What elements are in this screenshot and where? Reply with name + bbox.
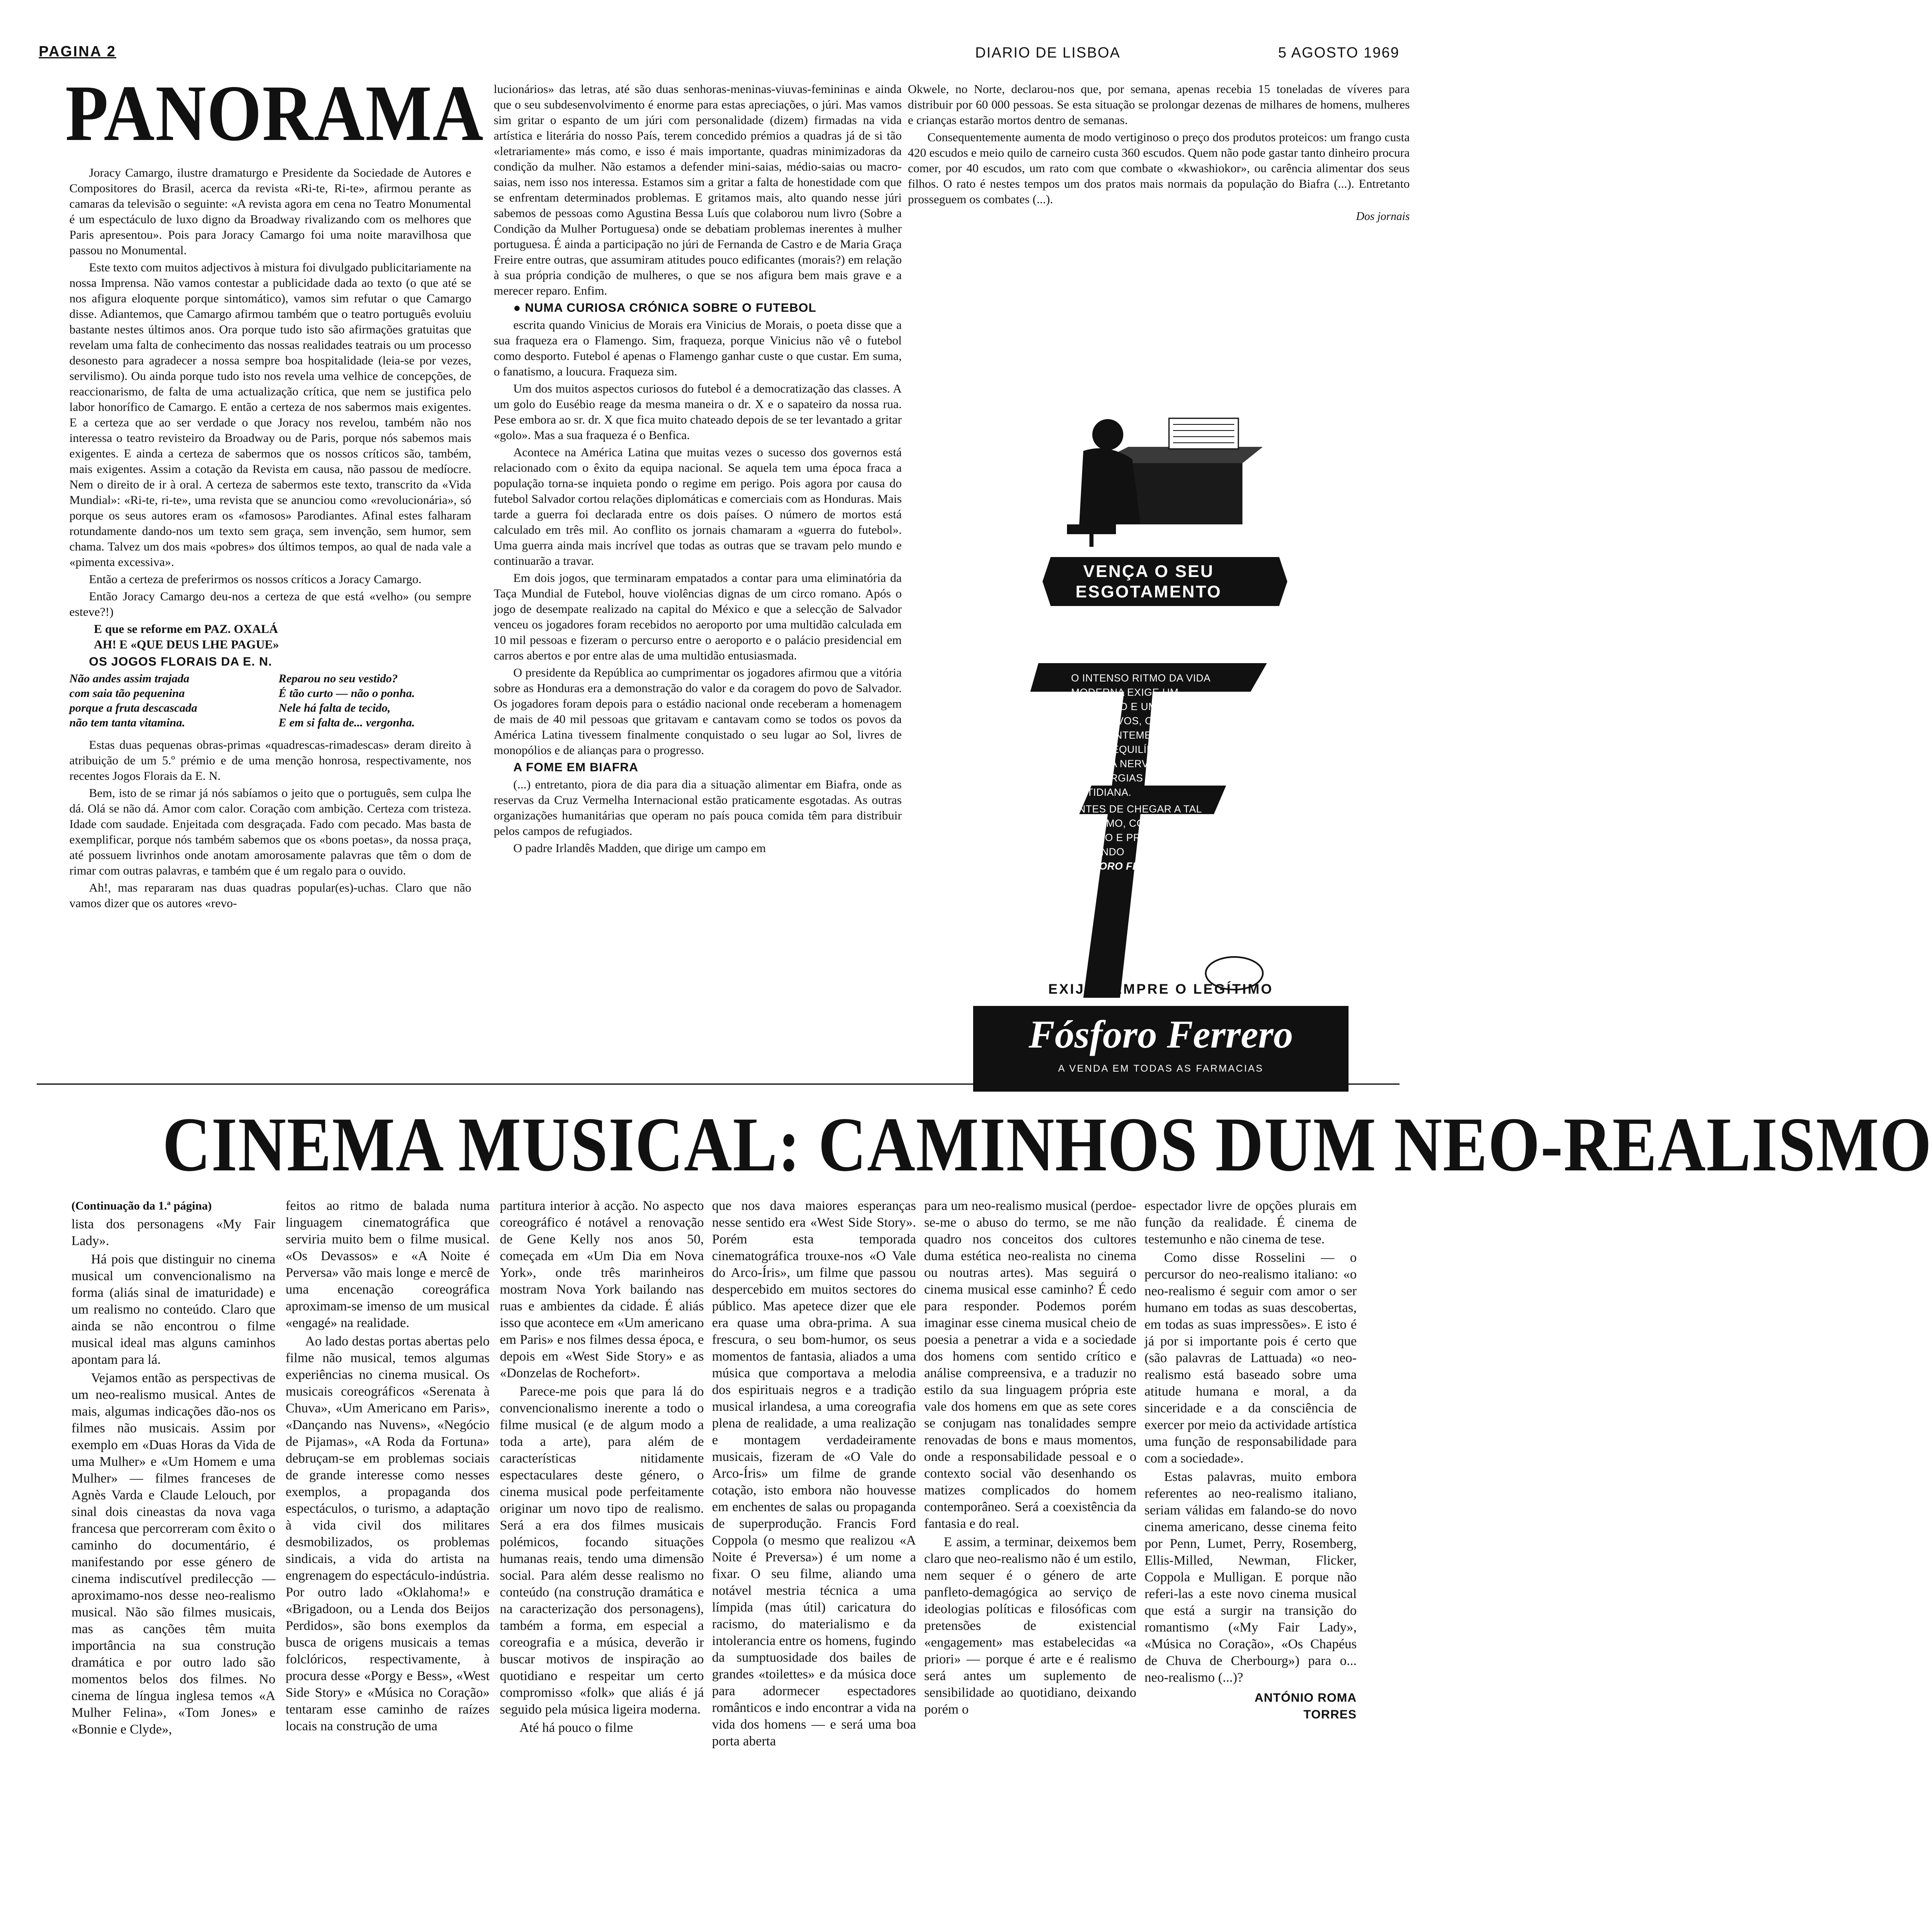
biafra-paragraph: O padre Irlandês Madden, que dirige um campo em xyxy=(513,841,766,855)
middle-column xyxy=(494,82,902,1081)
panorama-paragraph: Este texto com muitos adjectivos à mistura foi divulgado publicitariamente na nossa Imprensa. Não vamos contestar a publicidade dada ao texto (o que até se nos afigura eloquente porque sintomático), vamos sim refutar o que Camargo disse. Adiantemos, que Camargo afirmou também que o teatro português evoluiu bastante nestes últimos anos. Ora porque tudo isto são afirmações gratuitas que revelam uma falta de conhecimento das nossas realidades teatrais ou um processo desonesto para agradecer a nossa sempre boa hospitalidade (leia-se por vezes, servilismo). Ou ainda porque tudo isto nos revela uma velhice de concepções, de reaccionarismo, de falta de uma actualização crítica, que nem se justifica pelo labor honorífico de Camargo. E então a certeza de nos sabermos mais exigentes. E a certeza que ao ser verdade o que Joracy nos revelou, também não nos interessa o teatro revisteiro da Broadway ou de Paris, porque nós sabemos mais exigentes. E ainda a certeza de sabermos que os nossos críticos são, também, mais exigentes. Assim a cotação da Revista em causa, não passou de medíocre. Nem o direito de ir à oral. A certeza de sabermos este texto, transcrito da «Vida Mundial»: «Ri-te, ri-te», uma revista que se anunciou como «revolucionária», só porque os seus autores eram os «famosos» Parodiantes. Afinal estes falharam rotundamente dando-nos um texto sem graça, sem invenção, sem humor, sem chama. Talvez um dos mais «pobres» dos últimos tempos, ao qual de nada vale a «pimenta excessiva». xyxy=(69,261,471,569)
cinema-paragraph: Há pois que distinguir no cinema musical um convencionalismo na forma (aliás sinal de imaturidade) e um realismo no conteúdo. Claro que ainda se não encontrou o filme musical ideal mas alguns caminhos apontam para lá. xyxy=(71,1252,275,1367)
issue-date: 5 AGOSTO 1969 xyxy=(1278,44,1400,61)
futebol-paragraph: escrita quando Vinicius de Morais era Vinicius de Morais, o poeta disse que a sua fraqueza era o Flamengo. Sim, fraqueza, porque Vinicius não vê o futebol como desporto. Futebol é apenas o Flamengo ganhar custe o que custar. Em suma, o fanatismo, a loucura. Fraqueza sim. xyxy=(494,318,902,378)
article-author xyxy=(1145,1689,1357,1723)
cinema-paragraph: Até há pouco o filme xyxy=(519,1720,633,1735)
panorama-paragraph: Então a certeza de preferirmos os nossos críticos a Joracy Camargo. xyxy=(89,573,421,586)
futebol-paragraph: Acontece na América Latina que muitas vezes o sucesso dos governos está relacionado com o êxito da equipa nacional. Se aquela tem uma época fraca a população torna-se inquieta pondo o regime em perigo. Pois agora por causa do futebol Salvador cortou relações diplomáticas e comerciais com as Honduras. Mais tarde a guerra foi declarada entre os dois países. O número de mortos está calculado em três mil. Ao conflito os jornais chamaram a «guerra do futebol». Uma guerra ainda mais incrível que todas as outras que se travam pelo mundo e continuarão a travar. xyxy=(494,446,902,568)
newspaper-name: DIARIO DE LISBOA xyxy=(975,44,1121,61)
cinema-column xyxy=(71,1198,275,1900)
biafra-heading: A FOME EM BIAFRA xyxy=(513,761,639,774)
futebol-paragraph: O presidente da República ao cumprimentar os jogadores afirmou que a vitória sobre as Honduras era a demonstração do valor e da coragem do povo de Salvador. Os jogadores foram depois para o estádio nacional onde receberam a homenagem de mais de 40 mil pessoas que gritavam e cantavam como se todos os povos da América Latina tivessem finalmente conquistado o seu lugar ao Sol, livres de monopólios e de alianças para o progresso. xyxy=(494,666,902,757)
cinema-paragraph: E assim, a terminar, deixemos bem claro que neo-realismo não é um estilo, nem sequer é o género de arte panfleto-demagógica ao serviço de ideologias políticas e filosóficas com pretensões de existencial «engagement» mas estabelecidas «a priori» — porque é arte e é realismo será antes um suplemento de sensibilidade ao quotidiano, deixando porém o xyxy=(924,1535,1136,1717)
cinema-paragraph: feitos ao ritmo de balada numa linguagem cinematográfica que serviria muito bem o filme musical. «Os Devassos» e «A Noite é Perversa» vão mais longe e mercê de uma encenação coreográfica aproximam-se imenso de um musical «engagé» na realidade. xyxy=(286,1199,490,1330)
author-name-line: TORRES xyxy=(1303,1708,1357,1721)
cinema-paragraph: espectador livre de opções plurais em função da realidade. É cinema de testemunho e não cinema de tese. xyxy=(1145,1199,1357,1247)
quadras-poem xyxy=(69,671,471,730)
panorama-paragraph: Joracy Camargo, ilustre dramaturgo e Presidente da Sociedade de Autores e Compositores do Brasil, acerca da revista «Ri-te, Ri-te», afirmou perante as camaras da televisão o seguinte: «A revista agora em cena no Teatro Monumental é um espectáculo de luxo digno da Broadway rivalizando com os melhores que Paris apresentou». Pois para Joracy Camargo foi uma noite maravilhosa que passou no Monumental. xyxy=(69,166,471,257)
continuation-note: (Continuação da 1.ª página) xyxy=(71,1199,212,1212)
page-number: PAGINA 2 xyxy=(39,43,117,60)
advert-body-text: O INTENSO RITMO DA VIDA MODERNA EXIGE UM TRABALHO E UM ESFORÇO EXCESSIVOS, O QUE FREQUENTEMENTE ORIGINA UM DESEQUILÍBRIO DO SISTEMA NERVOSO E A FALTA DE ENERGIAS PARA A LUTA COTIDIANA. xyxy=(1071,673,1224,798)
panorama-column xyxy=(69,165,471,1083)
cinema-paragraph: Ao lado destas portas abertas pelo filme não musical, temos algumas experiências no cinema musical. Os musicais coreográficos «Serenata à Chuva», «Um Americano em Paris», «Dançando nas Nuvens», «Negócio de Pijamas», «A Roda da Fortuna» debruçam-se em problemas sociais de grande interesse como nesses exemplos, a propaganda dos espectáculos, o turismo, a adaptação à vida civil dos militares desmobilizados, os problemas sindicais, a vida do artista na engrenagem do espectáculo-indústria. Por outro lado «Oklahoma!» e «Brigadoon, ou a Lenda dos Beijos Perdidos», são bons exemplos da busca de origens musicais a temas folclóricos, respectivamente, à procura desse «Porgy e Bess», «West Side Story» e «Música no Coração» tentaram esse caminho de raízes locais na construção de uma xyxy=(286,1334,490,1734)
jogos-paragraph: Ah!, mas repararam nas duas quadras popular(es)-uchas. Claro que não vamos dizer que os autores «revo- xyxy=(69,881,471,910)
cinema-paragraph: que nos dava maiores esperanças nesse sentido era «West Side Story». Porém esta temporada cinematográfica trouxe-nos «O Vale do Arco-Íris», um filme que passou despercebido em muitos sectores do público. Mas apetece dizer que ele era quase uma obra-prima. A sua frescura, o seu bom-humor, os seus momentos de fantasia, aliados a uma música que comportava a melodia dos espirituais negros e a tradição musical irlandesa, a uma coreografia plena de realidade, a uma realização e montagem verdadeiramente musicais, fizeram de «O Vale do Arco-Íris» um filme de grande cotação, isto embora não houvesse em enchentes de salas ou propaganda de superprodução. Francis Ford Coppola (o mesmo que realizou «A Noite é Preversa») é um nome a fixar. O seu filme, aliando uma notável mestria técnica a uma límpida (mas útil) caricatura do racismo, do materialismo e da intolerancia entre os homens, fugindo da sumptuosidade dos bailes de grandes «toilettes» e da música doce para adormecer espectadores românticos e indo encontrar a vida na vida dos homens — e será uma boa porta aberta xyxy=(712,1199,916,1749)
poem-line: Não andes assim trajada xyxy=(69,672,190,685)
poem-line: E em si falta de... vergonha. xyxy=(278,716,415,729)
cinema-paragraph: Parece-me pois que para lá do convencionalismo inerente a todo o filme musical (e de algum modo a toda a arte), para além de características nitidamente espectaculares deste género, o cinema musical pode perfeitamente originar um novo tipo de realismo. Será a era dos filmes musicais polémicos, focando situações humanas reais, tendo uma dimensão social. Para além desse realismo no conteúdo (na construção dramática e na caracterização dos personagens), também a forma, em especial a coreografia e a música, deverão ir buscar motivos de inspiração ao quotidiano e respeitar um certo compromisso «folk» que aliás é já seguido pela música ligeira moderna. xyxy=(500,1384,704,1717)
poem-stanza xyxy=(69,671,262,730)
author-name-line: ANTÓNIO ROMA xyxy=(1254,1691,1357,1705)
biafra-continuation-column xyxy=(908,82,1410,331)
poem-line: não tem tanta vitamina. xyxy=(69,716,185,729)
advert-banner-line: ESGOTAMENTO xyxy=(1075,582,1222,601)
panorama-closing: E que se reforme em PAZ. OXALÁ xyxy=(94,622,278,636)
advert-product-inline: FÓSFORO FERRERO. xyxy=(1071,861,1180,872)
cinema-paragraph: Como disse Rosselini — o percursor do neo-realismo italiano: «o neo-realismo é seguir com amor o ser humano em todas as suas descobertas, em todas as suas impressões». E isto é já por si importante pois é certo que (são palavras de Lattuada) «o neo-realismo está baseado sobre uma atitude humana e moral, a da sinceridade e a da consciência de exercer por meio da actividade artística uma função de responsabilidade para com a sociedade». xyxy=(1145,1250,1357,1466)
brand-logo xyxy=(973,1006,1349,1092)
cinema-column xyxy=(500,1198,704,1900)
tired-worker-illustration xyxy=(1034,402,1263,549)
brand-tagline: A VENDA EM TODAS AS FARMACIAS xyxy=(1058,1063,1264,1074)
biafra-paragraph: (...) entretanto, piora de dia para dia a situação alimentar em Biafra, onde as reservas da Cruz Vermelha Internacional estão praticamente esgotadas. As outras organizações humanitárias que operam no país pouca comida têm para distribuir pelos campos de refugiados. xyxy=(494,778,902,838)
futebol-heading: ● NUMA CURIOSA CRÓNICA SOBRE O FUTEBOL xyxy=(513,301,816,315)
advert-banner-line: VENÇA O SEU xyxy=(1083,562,1214,581)
poem-line: com saia tão pequenina xyxy=(69,687,185,700)
middle-paragraph: lucionários» das letras, até são duas senhoras-meninas-viuvas-femininas e ainda que o seu subdesenvolvimento é enorme para estas apreciações, o júri. Mas vamos sim gritar o espanto de um júri com personalidade (dizem) firmadas na vida artística e literária do nosso País, terem concedido prémios a quadras já de si tão «letrariamente» más como, e isso é mais importante, quadras minimizadoras da condição da mulher. Não estamos a defender mini-saias, médio-saias ou macro-saias, nem isso nos interessa. Estamos sim a gritar a falta de honestidade com que se enfrentam determinados problemas. E gritamos mais, alto quando nesse júri sabemos de pessoas como Agustina Bessa Luís que colaborou num livro (Sobre a Condição da Mulher Portuguesa) onde se debatiam problemas inerentes à mulher portuguesa. É ainda a participação no júri de Fernanda de Castro e de Maria Graça Freire entre outras, que assumiram atitudes pouco edificantes (morais?) em relação à sua própria condição de mulheres, o que se nos afigura bem mais grave e a merecer reparo. Enfim. xyxy=(494,82,902,297)
cinema-column xyxy=(712,1198,916,1900)
cinema-column xyxy=(1145,1198,1357,1900)
advert-slogan: EXIJA SEMPRE O LEGÍTIMO xyxy=(1048,981,1273,997)
jogos-paragraph: Estas duas pequenas obras-primas «quadrescas-rimadescas» deram direito à atribuição de um 5.º prémio e de uma menção honrosa, respectivamente, nos recentes Jogos Florais da E. N. xyxy=(69,738,471,783)
panorama-title: PANORAMA xyxy=(65,69,484,158)
futebol-heading-text: NUMA CURIOSA CRÓNICA SOBRE O FUTEBOL xyxy=(525,301,816,315)
cinema-headline: CINEMA MUSICAL: CAMINHOS DUM NEO-REALISMO xyxy=(162,1102,1932,1188)
cinema-paragraph: lista dos personagens «My Fair Lady». xyxy=(71,1217,275,1248)
advert-body xyxy=(1071,671,1234,874)
cinema-column xyxy=(924,1198,1136,1900)
cinema-paragraph: Estas palavras, muito embora referentes ao neo-realismo italiano, seriam válidas em falando-se do novo cinema americano, desse cinema feito por Penn, Lumet, Perry, Rosemberg, Ellis-Milled, Newman, Flicker, Coppola e Mulligan. E porque não referi-las a este novo cinema musical que está a surgir na transição do romantismo («My Fair Lady», «Música no Coração», «Os Chapéus de Chuva de Cherbourg») para o... neo-realismo (...)? xyxy=(1145,1470,1357,1685)
right-paragraph: Okwele, no Norte, declarou-nos que, por semana, apenas recebia 15 toneladas de víveres para distribuir por 60 000 pessoas. Se esta situação se prolongar dezenas de milhares de homens, mulheres e crianças estarão mortos dentro de semanas. xyxy=(908,82,1410,127)
advert-banner-text xyxy=(1030,561,1267,602)
brand-name: Fósforo Ferrero xyxy=(1028,1012,1293,1056)
poem-line: Nele há falta de tecido, xyxy=(278,701,391,715)
fosforo-ferrero-advert xyxy=(908,345,1414,1096)
jogos-paragraph: Bem, isto de se rimar já nós sabíamos o jeito que o português, sem culpa lhe dá. Olá se não dá. Amor com calor. Coração com ambição. Certeza com tristeza. Idade com saudade. Enjeitada com desgraçada. Fado com pecado. Mas basta de exemplificar, porque nós também sabemos que os «bons poetas», da nossa praça, até possuem livrinhos onde anotam amorosamente palavras que têm o dom de rimar com outras palavras, e também que é um regalo para o ouvido. xyxy=(69,786,471,877)
futebol-paragraph: Um dos muitos aspectos curiosos do futebol é a democratização das classes. A um golo do Eusébio reage da mesma maneira o dr. X e o sapateiro da nossa rua. Pese embora ao sr. dr. X que fica muito chateado depois de se ter levantado a gritar «golo». Mas a sua fraqueza é o Benfica. xyxy=(494,382,902,442)
cinema-paragraph: Vejamos então as perspectivas de um neo-realismo musical. Antes de mais, algumas indicações dão-nos os filmes não musicais. Assim por exemplo em «Duas Horas da Vida de uma Mulher» e «Um Homem e uma Mulher» — filmes franceses de Agnès Varda e Claude Lelouch, por sinal dois cineastas da nova vaga francesa que percorreram com êxito o caminho do documentário, é manifestando por esse género de cinema indiscutível predilecção — aproximamo-nos desse neo-realismo musical. Não são filmes musicais, mas as canções têm muita importância na sua construção dramática e por outro lado são momentos belos dos filmes. No cinema de língua inglesa temos «A Mulher Felina», «Tom Jones» e «Bonnie e Clyde», xyxy=(71,1371,275,1737)
section-divider xyxy=(37,1083,1400,1085)
cinema-column xyxy=(286,1198,490,1900)
poem-line: É tão curto — não o ponha. xyxy=(278,687,415,700)
source-credit: Dos jornais xyxy=(1356,210,1410,223)
jogos-florais-heading: OS JOGOS FLORAIS DA E. N. xyxy=(89,655,272,668)
poem-line: porque a fruta descascada xyxy=(69,701,197,715)
advert-body-text-2: ANTES DE CHEGAR A TAL EXTREMO, CONSULTE O SEU MÉDICO E PREVINA-SE, TOMANDO xyxy=(1071,804,1222,858)
right-paragraph: Consequentemente aumenta de modo vertiginoso o preço dos produtos proteicos: um frango custa 420 escudos e meio quilo de carneiro custa 360 escudos. Quem não pode gastar tanto dinheiro procura comer, por 40 escudos, um rato com que combate o «kwashiokor», ou carência alimentar dos seus filhos. O rato é nestes tempos um dos pratos mais normais da população do Biafra (...). Entretanto prosseguem os combates (...). xyxy=(908,131,1410,206)
futebol-paragraph: Em dois jogos, que terminaram empatados a contar para uma eliminatória da Taça Mundial de Futebol, houve violências dignas de um circo romano. Após o jogo de desempate realizado na capital do México e que a selecção de Salvador venceu os jogadores foram recebidos no aeroporto por uma multidão calculada em 10 mil pessoas e fizeram o percurso entre o aeroporto e o palácio presidencial em carros abertos e por entre alas de uma multidão entusiasmada. xyxy=(494,571,902,662)
panorama-closing: AH! E «QUE DEUS LHE PAGUE» xyxy=(94,638,279,651)
cinema-paragraph: partitura interior à acção. No aspecto coreográfico é notável a renovação de Gene Kelly nos anos 50, começada em «Um Dia em Nova York», onde três marinheiros mostram Nova York bailando nas ruas e ambientes da cidade. É aliás isso que acontece em «Um americano em Paris» e nos filmes dessa época, e depois em «West Side Story» e as «Donzelas de Rochefort». xyxy=(500,1199,704,1381)
panorama-paragraph: Então Joracy Camargo deu-nos a certeza de que está «velho» (ou sempre esteve?!) xyxy=(69,590,471,619)
poem-stanza xyxy=(279,671,472,730)
poem-line: Reparou no seu vestido? xyxy=(278,672,398,685)
cinema-paragraph: para um neo-realismo musical (perdoe-se-me o abuso do termo, se me não quadro nos conceitos dos cultores duma estética neo-realista no cinema ou noutras artes). Mas seguirá o cinema musical esse caminho? É cedo para responder. Podemos porém imaginar esse cinema musical cheio de poesia a penetrar a vida e a sociedade dos homens com sentido crítico e análise compreensiva, e a traduzir no estilo da sua linguagem própria este vale dos homens em que as sete cores se conjugam nas tonalidades sempre renovadas de bons e maus momentos, onde a responsabilidade pessoal e o contexto social vão desenhando os matizes complicados do homem contemporâneo. Será a coexistência da fantasia e do real. xyxy=(924,1199,1136,1531)
